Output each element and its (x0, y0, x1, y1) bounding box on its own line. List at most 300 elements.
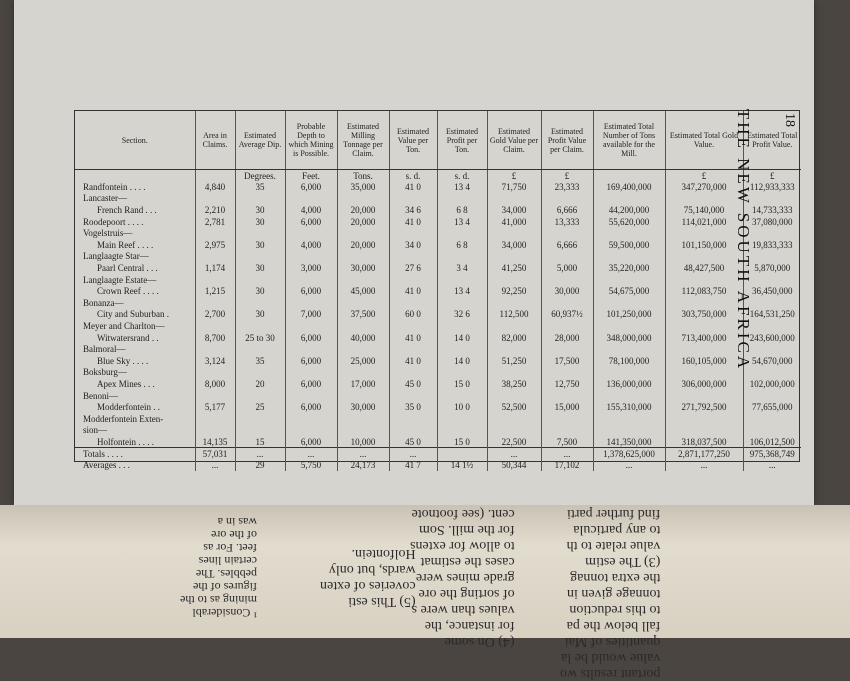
value-cell: 243,600,000 (743, 332, 801, 344)
section-cell: Totals . . . . (75, 448, 195, 460)
value-cell (235, 425, 285, 437)
value-cell (541, 320, 593, 332)
value-cell: 8,700 (195, 332, 235, 344)
value-cell: 55,620,000 (593, 216, 665, 228)
value-cell: 3,124 (195, 355, 235, 367)
column-header: Estimated Gold Value per Claim. (487, 111, 541, 170)
value-cell (337, 343, 389, 355)
value-cell (541, 390, 593, 402)
value-cell (235, 274, 285, 286)
value-cell: 25 (235, 401, 285, 413)
section-cell: Meyer and Charlton— (83, 321, 165, 332)
section-cell: Balmoral— (83, 344, 126, 355)
value-cell (389, 193, 437, 205)
value-cell: 2,781 (195, 216, 235, 228)
value-cell (285, 413, 337, 425)
value-cell: 15 (235, 436, 285, 448)
value-cell: 20,000 (337, 216, 389, 228)
value-cell: 92,250 (487, 285, 541, 297)
section-cell: sion— (83, 425, 108, 436)
value-cell (593, 297, 665, 309)
value-cell: 13 4 (437, 181, 487, 193)
value-cell: 19,833,333 (743, 239, 801, 251)
value-cell: 10 0 (437, 401, 487, 413)
value-cell (437, 343, 487, 355)
value-cell: 318,037,500 (665, 436, 743, 448)
value-cell (593, 413, 665, 425)
unit-cell (75, 170, 195, 182)
value-cell (389, 413, 437, 425)
value-cell: 6,000 (285, 332, 337, 344)
value-cell (665, 320, 743, 332)
value-cell: 101,150,000 (665, 239, 743, 251)
value-cell: 78,100,000 (593, 355, 665, 367)
value-cell (541, 251, 593, 263)
value-cell: 50,344 (487, 459, 541, 471)
value-cell: 30 (235, 309, 285, 321)
value-cell (195, 367, 235, 379)
value-cell (487, 227, 541, 239)
table-row (75, 204, 801, 216)
value-cell: 35,000 (337, 181, 389, 193)
value-cell (235, 297, 285, 309)
value-cell: 7,500 (541, 436, 593, 448)
section-cell: Langlaagte Estate— (83, 274, 157, 285)
value-cell: ... (285, 448, 337, 460)
estimates-table (75, 108, 801, 471)
value-cell: 41,250 (487, 262, 541, 274)
value-cell: 155,310,000 (593, 401, 665, 413)
value-cell: 35 (235, 181, 285, 193)
value-cell (665, 367, 743, 379)
table-row (75, 239, 801, 251)
value-cell: 30,000 (337, 262, 389, 274)
value-cell: 48,427,500 (665, 262, 743, 274)
value-cell (235, 227, 285, 239)
value-cell (665, 343, 743, 355)
value-cell (285, 297, 337, 309)
value-cell: 112,083,750 (665, 285, 743, 297)
column-header: Estimated Total Profit Value. (743, 111, 801, 170)
value-cell (285, 227, 337, 239)
value-cell (389, 251, 437, 263)
value-cell (541, 193, 593, 205)
table-row (75, 390, 801, 402)
value-cell: 35 0 (389, 401, 437, 413)
value-cell: 41 0 (389, 332, 437, 344)
value-cell (743, 413, 801, 425)
value-cell: 6,000 (285, 436, 337, 448)
value-cell: ... (389, 448, 437, 460)
value-cell: 2,975 (195, 239, 235, 251)
value-cell (389, 297, 437, 309)
value-cell (487, 251, 541, 263)
table-row (75, 343, 801, 355)
value-cell: 15 0 (437, 436, 487, 448)
value-cell: 40,000 (337, 332, 389, 344)
value-cell: 114,021,000 (665, 216, 743, 228)
section-cell: Langlaagte Star— (83, 251, 149, 262)
value-cell: 35 (235, 355, 285, 367)
value-cell: 303,750,000 (665, 309, 743, 321)
value-cell: 112,500 (487, 309, 541, 321)
section-cell: Apex Mines . . . (97, 378, 155, 389)
section-cell: Bonanza— (83, 297, 124, 308)
value-cell: 71,750 (487, 181, 541, 193)
value-cell: 1,174 (195, 262, 235, 274)
value-cell: 36,450,000 (743, 285, 801, 297)
value-cell: 45 0 (389, 436, 437, 448)
value-cell: ... (337, 448, 389, 460)
value-cell (437, 274, 487, 286)
value-cell (665, 425, 743, 437)
value-cell (437, 413, 487, 425)
value-cell: 32 6 (437, 309, 487, 321)
value-cell: 17,102 (541, 459, 593, 471)
section-cell: Lancaster— (83, 193, 127, 204)
value-cell: 6,000 (285, 216, 337, 228)
value-cell (389, 343, 437, 355)
value-cell (487, 274, 541, 286)
value-cell: 34,000 (487, 239, 541, 251)
value-cell (337, 193, 389, 205)
running-head-title: THE NEW SOUTH AFRICA (733, 108, 753, 372)
value-cell (195, 413, 235, 425)
value-cell: 41,000 (487, 216, 541, 228)
value-cell: 82,000 (487, 332, 541, 344)
value-cell (487, 320, 541, 332)
value-cell: 3,000 (285, 262, 337, 274)
value-cell: 6,000 (285, 285, 337, 297)
mining-estimates-table (74, 110, 800, 471)
table-row (75, 216, 801, 228)
section-cell: Boksburg— (83, 367, 127, 378)
value-cell: 112,933,333 (743, 181, 801, 193)
value-cell (285, 193, 337, 205)
value-cell: 17,000 (337, 378, 389, 390)
table-row (75, 436, 801, 448)
table-row (75, 251, 801, 263)
value-cell: 41 0 (389, 285, 437, 297)
section-cell: Blue Sky . . . . (97, 355, 149, 366)
column-header: Section. (75, 111, 195, 170)
value-cell: 30,000 (541, 285, 593, 297)
value-cell: 2,210 (195, 204, 235, 216)
unit-cell: s. d. (389, 170, 437, 182)
value-cell: 30 (235, 239, 285, 251)
value-cell: 34 0 (389, 239, 437, 251)
units-row (75, 170, 801, 182)
value-cell: 160,105,000 (665, 355, 743, 367)
value-cell: 75,140,000 (665, 204, 743, 216)
value-cell: 141,350,000 (593, 436, 665, 448)
value-cell: 10,000 (337, 436, 389, 448)
value-cell: 25 to 30 (235, 332, 285, 344)
value-cell: 6,666 (541, 204, 593, 216)
value-cell (665, 193, 743, 205)
value-cell: 101,250,000 (593, 309, 665, 321)
value-cell: 15 0 (437, 378, 487, 390)
value-cell (437, 297, 487, 309)
value-cell (389, 367, 437, 379)
value-cell: 4,000 (285, 239, 337, 251)
table-row (75, 193, 801, 205)
value-cell (593, 320, 665, 332)
value-cell: ... (593, 459, 665, 471)
unit-cell: Degrees. (235, 170, 285, 182)
section-cell: Holfontein . . . . (97, 436, 154, 447)
value-cell: 54,670,000 (743, 355, 801, 367)
facing-page-bleed (0, 505, 850, 681)
value-cell: 45 0 (389, 378, 437, 390)
value-cell: 20 (235, 378, 285, 390)
value-cell (195, 274, 235, 286)
value-cell: 30 (235, 262, 285, 274)
table-row (75, 425, 801, 437)
value-cell (437, 367, 487, 379)
value-cell: 14,733,333 (743, 204, 801, 216)
value-cell: 20,000 (337, 239, 389, 251)
table-row (75, 332, 801, 344)
value-cell: 35,220,000 (593, 262, 665, 274)
value-cell (285, 390, 337, 402)
value-cell: 102,000,000 (743, 378, 801, 390)
value-cell: 30 (235, 204, 285, 216)
value-cell: 2,700 (195, 309, 235, 321)
value-cell (593, 274, 665, 286)
value-cell: 6,666 (541, 239, 593, 251)
value-cell: 13 4 (437, 216, 487, 228)
bleed-text-column: ¹ Considerabl mining as to the figures of the pebbles. The certain lines feet. For as of the ore was in a (180, 515, 257, 620)
value-cell (337, 390, 389, 402)
value-cell (541, 274, 593, 286)
value-cell (487, 425, 541, 437)
value-cell (285, 343, 337, 355)
value-cell: 348,000,000 (593, 332, 665, 344)
value-cell (487, 413, 541, 425)
value-cell: 37,080,000 (743, 216, 801, 228)
value-cell: 164,531,250 (743, 309, 801, 321)
value-cell: 6,000 (285, 181, 337, 193)
value-cell: 30 (235, 285, 285, 297)
value-cell: 34,000 (487, 204, 541, 216)
value-cell (195, 297, 235, 309)
table-row (75, 355, 801, 367)
value-cell: 12,750 (541, 378, 593, 390)
value-cell: 22,500 (487, 436, 541, 448)
table-row (75, 378, 801, 390)
table-body (75, 170, 801, 471)
section-cell: Main Reef . . . . (97, 239, 154, 250)
value-cell: ... (665, 459, 743, 471)
unit-cell: s. d. (437, 170, 487, 182)
value-cell (195, 251, 235, 263)
table-row (75, 367, 801, 379)
value-cell (337, 274, 389, 286)
bleed-text-column: (4) On some for instance, the values than were s of sorting the ore grade mines were cases the estimat to allow for extens for the mill. Som cent. (see footnote (410, 506, 515, 649)
value-cell: 1,215 (195, 285, 235, 297)
value-cell: 3 4 (437, 262, 487, 274)
value-cell (389, 227, 437, 239)
value-cell (285, 367, 337, 379)
value-cell: 30,000 (337, 401, 389, 413)
value-cell (665, 413, 743, 425)
value-cell (593, 251, 665, 263)
value-cell: 6 8 (437, 239, 487, 251)
column-header: Probable Depth to which Mining is Possible. (285, 111, 337, 170)
value-cell: 975,368,749 (743, 448, 801, 460)
table-row (75, 181, 801, 193)
value-cell: 5,177 (195, 401, 235, 413)
value-cell (235, 390, 285, 402)
value-cell (195, 227, 235, 239)
value-cell (437, 193, 487, 205)
section-cell: French Rand . . . (97, 205, 157, 216)
value-cell (743, 390, 801, 402)
value-cell: 29 (235, 459, 285, 471)
column-header: Estimated Total Gold Value. (665, 111, 743, 170)
column-header: Area in Claims. (195, 111, 235, 170)
value-cell: 41 0 (389, 181, 437, 193)
value-cell (285, 320, 337, 332)
value-cell (437, 425, 487, 437)
value-cell (195, 390, 235, 402)
value-cell: 34 6 (389, 204, 437, 216)
value-cell: 52,500 (487, 401, 541, 413)
value-cell (487, 343, 541, 355)
bleed-text-column: portant results wo value would be la quantities of Mai fall below the pa to this reduction tonnage given in the extra tonnag (3) The estim value relate to th to any particula find further parti (560, 506, 661, 681)
section-cell: Paarl Central . . . (97, 263, 158, 274)
section-cell: Benoni— (83, 390, 118, 401)
value-cell (541, 227, 593, 239)
value-cell (195, 343, 235, 355)
averages-row (75, 459, 801, 471)
value-cell (235, 251, 285, 263)
value-cell: 713,400,000 (665, 332, 743, 344)
value-cell (389, 274, 437, 286)
value-cell: 13 4 (437, 285, 487, 297)
table-row (75, 274, 801, 286)
section-cell: Witwatersrand . . (97, 332, 159, 343)
value-cell (665, 390, 743, 402)
value-cell (337, 297, 389, 309)
value-cell: 28,000 (541, 332, 593, 344)
value-cell (487, 390, 541, 402)
value-cell (389, 425, 437, 437)
value-cell (593, 227, 665, 239)
value-cell: 14,135 (195, 436, 235, 448)
table-row (75, 401, 801, 413)
value-cell (665, 297, 743, 309)
value-cell (437, 448, 487, 460)
table-row (75, 297, 801, 309)
section-cell: City and Suburban . (97, 309, 169, 320)
value-cell: 14 0 (437, 332, 487, 344)
value-cell: 136,000,000 (593, 378, 665, 390)
value-cell (337, 425, 389, 437)
value-cell: 4,840 (195, 181, 235, 193)
value-cell (285, 274, 337, 286)
value-cell: 7,000 (285, 309, 337, 321)
book-page (14, 0, 814, 505)
value-cell (437, 320, 487, 332)
unit-cell (195, 170, 235, 182)
value-cell: 54,675,000 (593, 285, 665, 297)
section-cell: Roodepoort . . . . (83, 216, 144, 227)
value-cell (541, 297, 593, 309)
value-cell (337, 367, 389, 379)
value-cell: 6,000 (285, 378, 337, 390)
table-row (75, 413, 801, 425)
value-cell: ... (487, 448, 541, 460)
value-cell: ... (235, 448, 285, 460)
value-cell: 41 7 (389, 459, 437, 471)
value-cell (743, 425, 801, 437)
value-cell (487, 367, 541, 379)
value-cell (437, 251, 487, 263)
section-cell: Averages . . . (83, 460, 130, 471)
unit-cell: £ (487, 170, 541, 182)
unit-cell: Tons. (337, 170, 389, 182)
value-cell: 23,333 (541, 181, 593, 193)
value-cell: 14 1½ (437, 459, 487, 471)
value-cell: 25,000 (337, 355, 389, 367)
value-cell: 60,937½ (541, 309, 593, 321)
column-header: Estimated Total Number of Tons available for the Mill. (593, 111, 665, 170)
table-row (75, 262, 801, 274)
value-cell: 6 8 (437, 204, 487, 216)
unit-cell (593, 170, 665, 182)
column-header: Estimated Average Dip. (235, 111, 285, 170)
value-cell (285, 251, 337, 263)
value-cell (541, 413, 593, 425)
value-cell (235, 193, 285, 205)
value-cell (487, 297, 541, 309)
table-row (75, 309, 801, 321)
value-cell (337, 227, 389, 239)
page-number: 18 (782, 113, 797, 127)
value-cell: 15,000 (541, 401, 593, 413)
value-cell: 6,000 (285, 401, 337, 413)
section-cell: Crown Reef . . . . (97, 286, 159, 297)
value-cell: 8,000 (195, 378, 235, 390)
value-cell (235, 413, 285, 425)
value-cell: 106,012,500 (743, 436, 801, 448)
value-cell (235, 367, 285, 379)
value-cell: 41 0 (389, 216, 437, 228)
value-cell (337, 320, 389, 332)
value-cell: 271,792,500 (665, 401, 743, 413)
value-cell: 2,871,177,250 (665, 448, 743, 460)
value-cell (593, 343, 665, 355)
value-cell (593, 390, 665, 402)
value-cell (195, 193, 235, 205)
value-cell (337, 413, 389, 425)
value-cell: 24,173 (337, 459, 389, 471)
column-header: Estimated Milling Tonnage per Claim. (337, 111, 389, 170)
table-row (75, 285, 801, 297)
value-cell: 17,500 (541, 355, 593, 367)
value-cell (285, 425, 337, 437)
value-cell (437, 390, 487, 402)
value-cell (195, 320, 235, 332)
value-cell: 38,250 (487, 378, 541, 390)
table-row (75, 320, 801, 332)
value-cell (437, 227, 487, 239)
column-header: Estimated Value per Ton. (389, 111, 437, 170)
value-cell (195, 425, 235, 437)
value-cell (235, 343, 285, 355)
